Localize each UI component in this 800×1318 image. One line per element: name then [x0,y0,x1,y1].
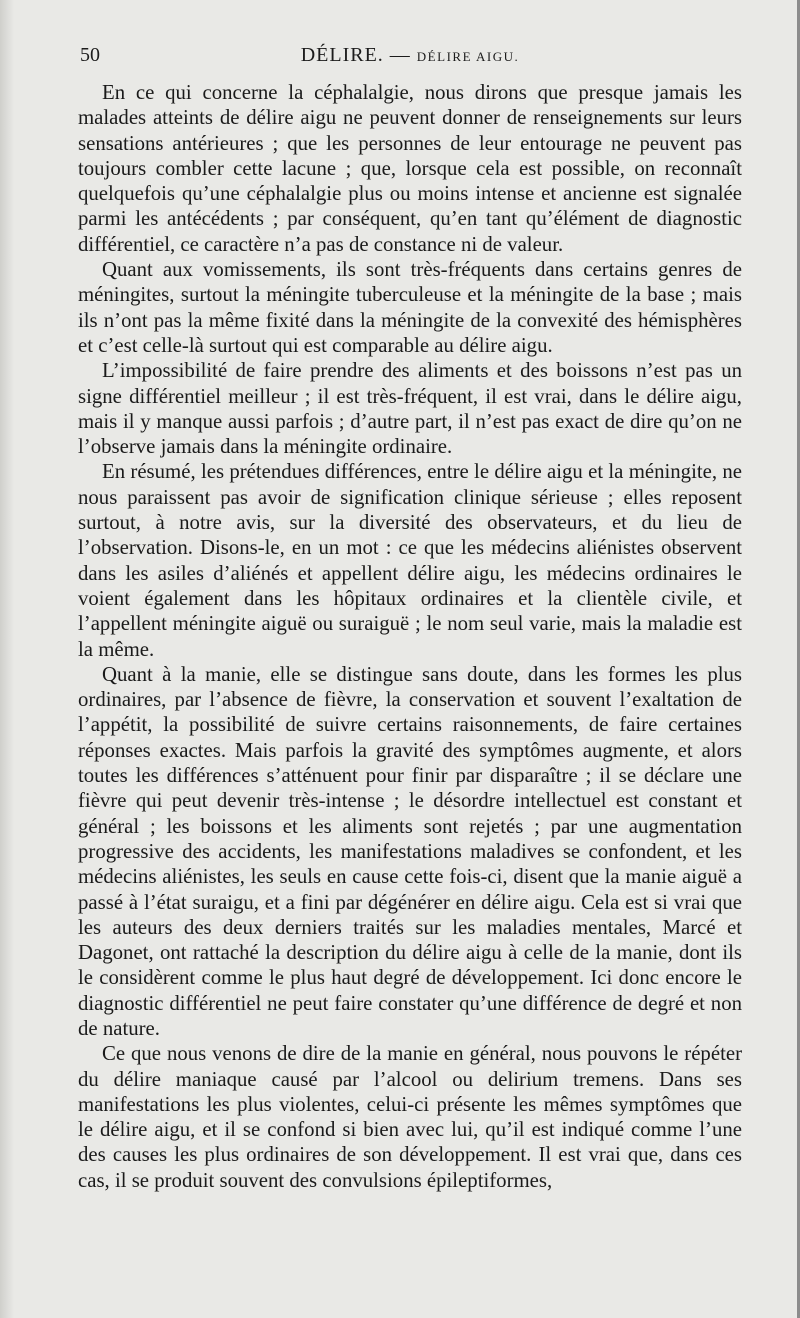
paragraph-vomissements: Quant aux vomissements, ils sont très-fréquents dans certains genres de méningites, surtout la méningite tuberculeuse et la méningite de la base ; mais ils n’ont pas la même fixité dans la méningite de la convexité des hémisphères et c’est celle-là surtout qui est comparable au délire aigu. [78,258,742,357]
running-title-sub: DÉLIRE AIGU. [416,49,520,64]
running-title-dash: — [389,44,411,66]
paragraph-delirium-tremens: Ce que nous venons de dire de la manie en général, nous pouvons le répéter du délire maniaque causé par l’alcool ou delirium tremens. Dans ses manifestations les plus violentes, celui-ci présente les mêmes symptômes que le délire aigu, et il se confond si bien avec lui, qu’il est indiqué comme l’une des causes les plus ordinaires de son développement. Il est vrai que, dans ces cas, il se produit souvent des convulsions épileptiformes, [78,1042,742,1192]
paragraph-cephalalgie: En ce qui concerne la céphalalgie, nous dirons que presque jamais les malades atteints de délire aigu ne peuvent donner de renseignements sur leurs sensations antérieures ; que les personnes de leur entourage ne peuvent pas toujours combler cette lacune ; que, lorsque cela est possible, on reconnaît quelquefois qu’une céphalalgie plus ou moins intense et ancienne est signalée parmi les antécédents ; par conséquent, qu’en tant qu’élément de diagnostic différentiel, ce caractère n’a pas de constance ni de valeur. [78,81,742,256]
running-title-main: DÉLIRE. [300,44,384,66]
page-number: 50 [80,44,100,66]
paragraph-aliments: L’impossibilité de faire prendre des aliments et des boissons n’est pas un signe différentiel meilleur ; il est très-fréquent, il est vrai, dans le délire aigu, mais il y manque aussi parfois ; d’autre part, il n’est pas exact de dire qu’on ne l’observe jamais dans la méningite ordinaire. [78,359,742,459]
body-text [78,80,742,1193]
paragraph-manie: Quant à la manie, elle se distingue sans doute, dans les formes les plus ordinaires, par l’absence de fièvre, la conservation et souvent l’exaltation de l’appétit, la possibilité de suivre certains raisonnements, de faire certaines réponses exactes. Mais parfois la gravité des symptômes augmente, et alors toutes les différences s’atténuent pour finir par disparaître ; il se déclare une fièvre qui peut devenir très-intense ; le désordre intellectuel est constant et général ; les boissons et les aliments sont rejetés ; par une augmentation progressive des accidents, les manifestations maladives se confondent, et les médecins aliénistes, les seuls en cause cette fois-ci, disent que la manie aiguë a passé à l’état suraigu, et a fini par dégénérer en délire aigu. Cela est si vrai que les auteurs des deux derniers traités sur les maladies mentales, Marcé et Dagonet, ont rattaché la description du délire aigu à celle de la manie, dont ils le considèrent comme le plus haut degré de développement. Ici donc encore le diagnostic différentiel ne peut faire constater qu’une différence de degré et non de nature. [78,662,742,1040]
page-gutter-shadow [0,0,14,1318]
page-header [78,44,742,74]
running-title [78,44,742,67]
paragraph-resume: En résumé, les prétendues différences, entre le délire aigu et la méningite, ne nous paraissent pas avoir de signification clinique sérieuse ; elles reposent surtout, à notre avis, sur la diversité des observateurs, et du lieu de l’observation. Disons-le, en un mot : ce que les médecins aliénistes observent dans les asiles d’aliénés et appellent délire aigu, les médecins ordinaires le voient également dans les hôpitaux ordinaires et la clientèle civile, et l’appellent méningite aiguë ou suraiguë ; le nom seul varie, mais la maladie est la même. [78,460,742,661]
